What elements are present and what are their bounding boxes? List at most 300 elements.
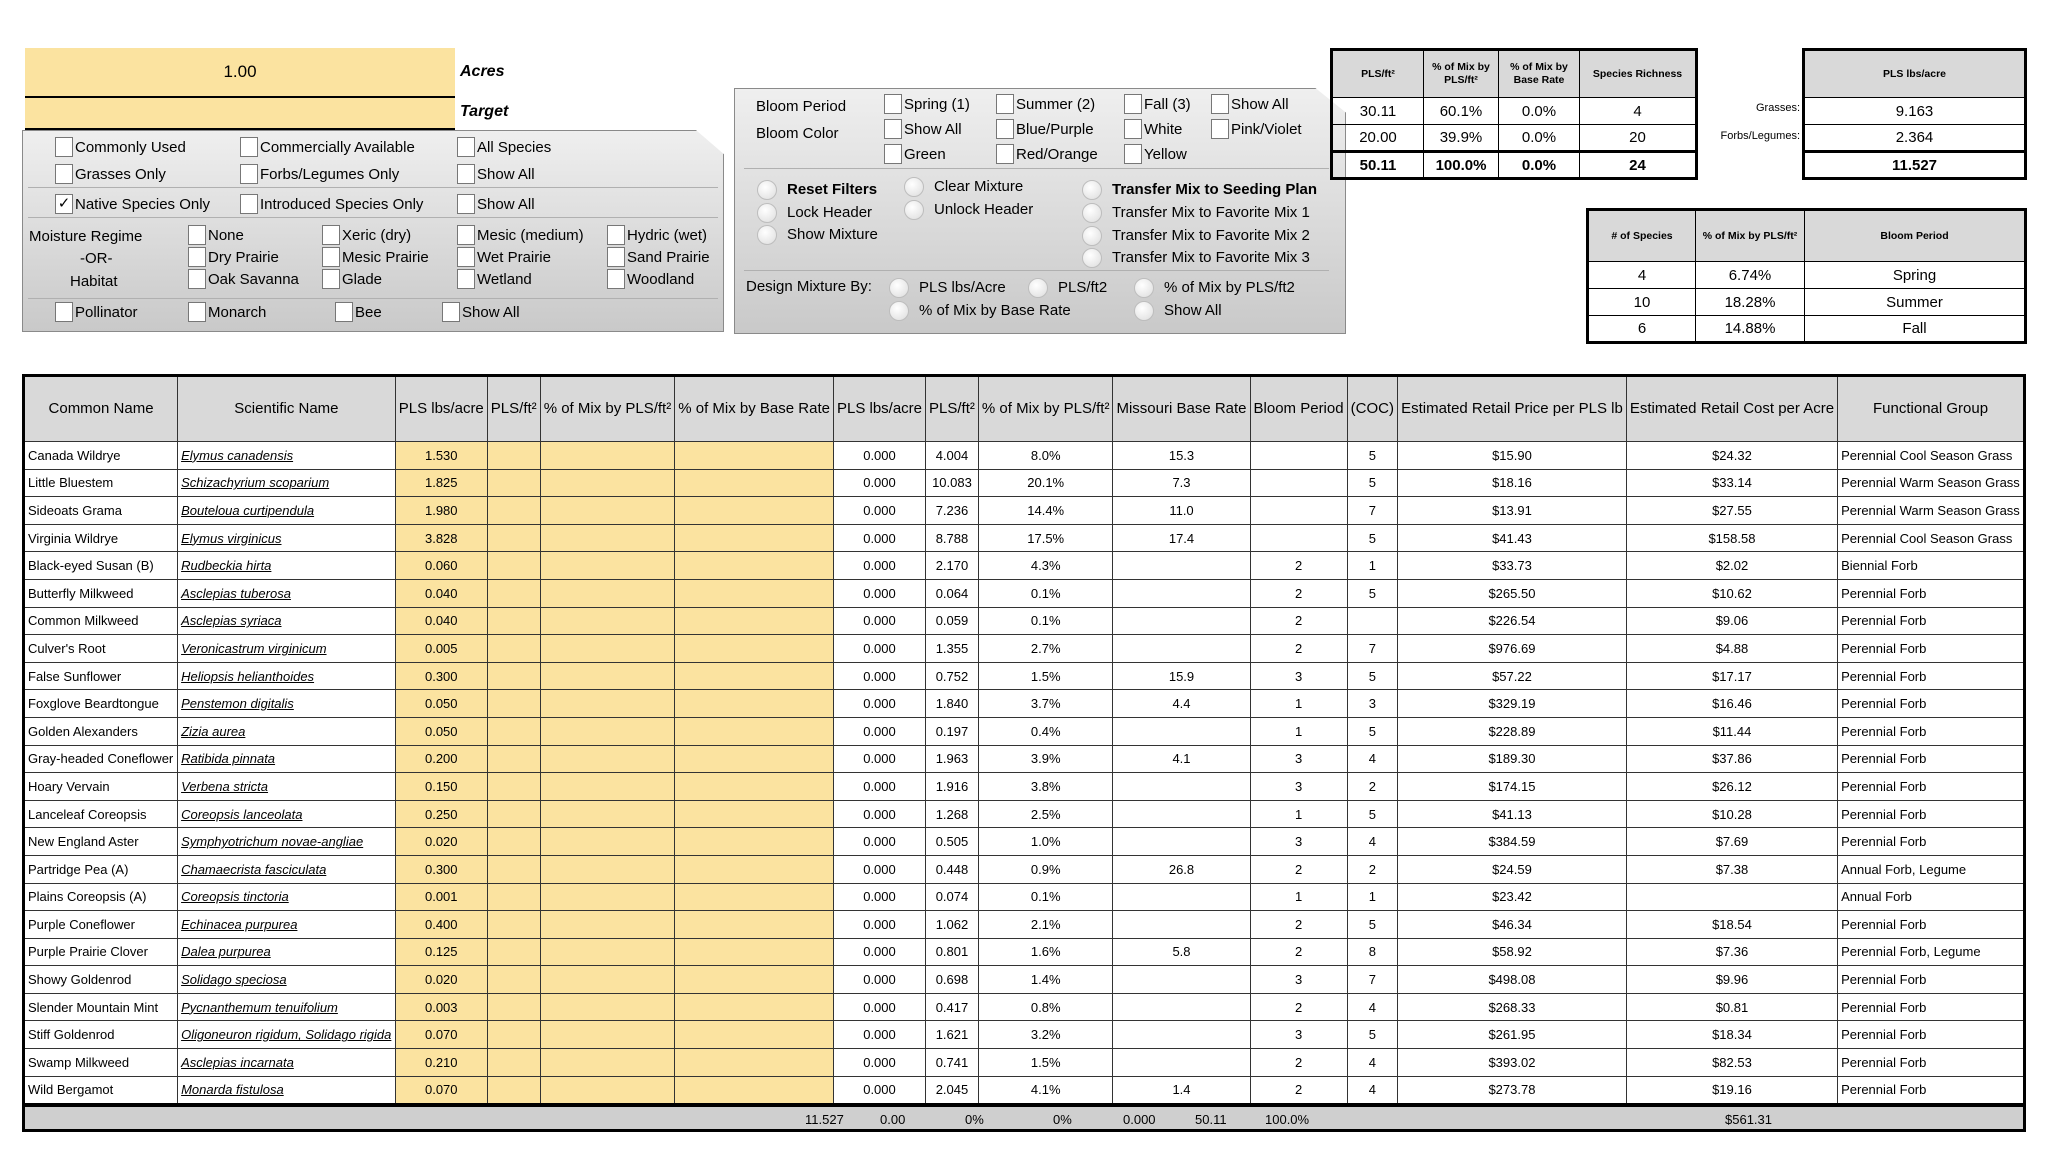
functional-group-cell: Perennial Forb bbox=[1838, 745, 2025, 773]
pls-lbs-input[interactable]: 0.125 bbox=[395, 938, 487, 966]
checkbox[interactable] bbox=[188, 247, 206, 267]
pls-lbs-cell: 0.000 bbox=[833, 855, 925, 883]
radio-button[interactable] bbox=[757, 180, 777, 200]
bloom-summary-table bbox=[1586, 208, 2027, 344]
checkbox-label[interactable]: None bbox=[208, 227, 244, 244]
checkbox-label[interactable]: White bbox=[1144, 121, 1183, 138]
coc-cell: 5 bbox=[1347, 469, 1397, 497]
retail-price-cell: $228.89 bbox=[1398, 717, 1627, 745]
bloom-period-cell: 2 bbox=[1250, 607, 1347, 635]
table-row bbox=[24, 993, 2025, 1021]
pct-mix-input[interactable] bbox=[540, 635, 675, 663]
checkbox-label[interactable]: Pink/Violet bbox=[1231, 121, 1302, 138]
checkbox[interactable] bbox=[240, 194, 258, 214]
retail-price-cell: $57.22 bbox=[1398, 662, 1627, 690]
common-name-cell: Purple Coneflower bbox=[24, 911, 178, 939]
pct-base-input[interactable] bbox=[675, 1049, 834, 1077]
radio-label[interactable]: Transfer Mix to Favorite Mix 2 bbox=[1112, 227, 1310, 244]
scientific-name-link[interactable]: Asclepias syriaca bbox=[178, 607, 396, 635]
pls-ft2-cell: 0.505 bbox=[926, 828, 979, 856]
checkbox[interactable] bbox=[55, 137, 73, 157]
radio-label[interactable]: Show All bbox=[1164, 302, 1222, 319]
table-row bbox=[24, 1049, 2025, 1077]
bloom-period-cell: 2 bbox=[1250, 855, 1347, 883]
pls-ft2-input[interactable] bbox=[487, 883, 540, 911]
pct-base-input[interactable] bbox=[675, 1021, 834, 1049]
checkbox[interactable] bbox=[322, 247, 340, 267]
radio-button[interactable] bbox=[1134, 278, 1154, 298]
checkbox[interactable] bbox=[1124, 94, 1142, 114]
common-name-cell: Plains Coreopsis (A) bbox=[24, 883, 178, 911]
pls-lbs-input[interactable]: 1.980 bbox=[395, 497, 487, 525]
pct-base-input[interactable] bbox=[675, 552, 834, 580]
pct-mix-input[interactable] bbox=[540, 717, 675, 745]
checkbox-label[interactable]: Dry Prairie bbox=[208, 249, 279, 266]
checkbox-label[interactable]: Monarch bbox=[208, 304, 267, 321]
scientific-name-link[interactable]: Coreopsis lanceolata bbox=[178, 800, 396, 828]
checkbox-label[interactable]: Pollinator bbox=[75, 304, 138, 321]
pct-base-input[interactable] bbox=[675, 938, 834, 966]
checkbox-label[interactable]: Green bbox=[904, 146, 946, 163]
functional-group-cell: Perennial Forb bbox=[1838, 911, 2025, 939]
retail-cost-cell: $16.46 bbox=[1626, 690, 1837, 718]
pct-mix-input[interactable] bbox=[540, 552, 675, 580]
retail-cost-cell bbox=[1626, 883, 1837, 911]
common-name-cell: False Sunflower bbox=[24, 662, 178, 690]
checkbox-label[interactable]: Woodland bbox=[627, 271, 695, 288]
pls-lbs-input[interactable]: 0.040 bbox=[395, 607, 487, 635]
pct-base-input[interactable] bbox=[675, 607, 834, 635]
checkbox-label[interactable]: Show All bbox=[1231, 96, 1289, 113]
pls-lbs-input[interactable]: 1.530 bbox=[395, 442, 487, 470]
checkbox[interactable] bbox=[607, 225, 625, 245]
checkbox[interactable] bbox=[240, 137, 258, 157]
checkbox[interactable] bbox=[884, 144, 902, 164]
pls-lbs-input[interactable]: 0.250 bbox=[395, 800, 487, 828]
radio-button[interactable] bbox=[1082, 180, 1102, 200]
mix-summary-table bbox=[1330, 48, 1698, 180]
pct-base-input[interactable] bbox=[675, 579, 834, 607]
checkbox[interactable] bbox=[884, 119, 902, 139]
radio-label[interactable]: Lock Header bbox=[787, 204, 873, 221]
base-rate-cell bbox=[1113, 607, 1250, 635]
pct-mix-input[interactable] bbox=[540, 745, 675, 773]
pct-base-input[interactable] bbox=[675, 442, 834, 470]
pls-ft2-input[interactable] bbox=[487, 855, 540, 883]
radio-button[interactable] bbox=[1082, 203, 1102, 223]
pls-lbs-input[interactable]: 0.020 bbox=[395, 828, 487, 856]
checkbox-label[interactable]: Mesic (medium) bbox=[477, 227, 584, 244]
checkbox[interactable] bbox=[457, 247, 475, 267]
column-header: (COC) bbox=[1347, 376, 1397, 442]
checkbox-label[interactable]: Commercially Available bbox=[260, 139, 415, 156]
checkbox-label[interactable]: Grasses Only bbox=[75, 166, 166, 183]
table-row bbox=[24, 662, 2025, 690]
checkbox[interactable]: ✓ bbox=[55, 194, 73, 214]
radio-label[interactable]: Transfer Mix to Favorite Mix 1 bbox=[1112, 204, 1310, 221]
pls-ft2-input[interactable] bbox=[487, 497, 540, 525]
pct-mix-input[interactable] bbox=[540, 524, 675, 552]
pct-base-input[interactable] bbox=[675, 993, 834, 1021]
checkbox[interactable] bbox=[442, 302, 460, 322]
checkbox[interactable] bbox=[188, 269, 206, 289]
common-name-cell: Little Bluestem bbox=[24, 469, 178, 497]
pct-base-input[interactable] bbox=[675, 855, 834, 883]
base-rate-cell bbox=[1113, 1021, 1250, 1049]
checkbox-label[interactable]: Commonly Used bbox=[75, 139, 186, 156]
scientific-name-link[interactable]: Dalea purpurea bbox=[178, 938, 396, 966]
checkbox[interactable] bbox=[884, 94, 902, 114]
target-input[interactable] bbox=[25, 98, 455, 130]
pls-lbs-cell: 0.000 bbox=[833, 690, 925, 718]
checkbox-label[interactable]: Summer (2) bbox=[1016, 96, 1096, 113]
pct-base-input[interactable] bbox=[675, 883, 834, 911]
pls-lbs-cell: 0.000 bbox=[833, 717, 925, 745]
radio-label[interactable]: Transfer Mix to Seeding Plan bbox=[1112, 181, 1318, 198]
retail-cost-cell: $4.88 bbox=[1626, 635, 1837, 663]
pls-lbs-input[interactable]: 0.040 bbox=[395, 579, 487, 607]
column-header: PLS/ft² bbox=[487, 376, 540, 442]
pls-lbs-input[interactable]: 0.001 bbox=[395, 883, 487, 911]
pct-mix-cell: 1.5% bbox=[978, 662, 1113, 690]
grasses-value: 9.163 bbox=[1804, 98, 2026, 125]
checkbox[interactable] bbox=[335, 302, 353, 322]
radio-button[interactable] bbox=[904, 200, 924, 220]
table-row bbox=[24, 497, 2025, 525]
pls-lbs-input[interactable]: 0.050 bbox=[395, 690, 487, 718]
functional-group-cell: Perennial Cool Season Grass bbox=[1838, 442, 2025, 470]
radio-label[interactable]: Reset Filters bbox=[787, 181, 878, 198]
scientific-name-link[interactable]: Solidago speciosa bbox=[178, 966, 396, 994]
radio-label[interactable]: PLS lbs/Acre bbox=[919, 279, 1006, 296]
functional-group-cell: Perennial Warm Season Grass bbox=[1838, 469, 2025, 497]
pls-lbs-input[interactable]: 0.210 bbox=[395, 1049, 487, 1077]
pct-mix-input[interactable] bbox=[540, 773, 675, 801]
pls-ft2-input[interactable] bbox=[487, 966, 540, 994]
pct-mix-input[interactable] bbox=[540, 1021, 675, 1049]
pls-ft2-cell: 1.062 bbox=[926, 911, 979, 939]
scientific-name-link[interactable]: Chamaecrista fasciculata bbox=[178, 855, 396, 883]
pls-ft2-input[interactable] bbox=[487, 442, 540, 470]
checkbox-label[interactable]: Native Species Only bbox=[75, 196, 211, 213]
pls-lbs-cell: 0.000 bbox=[833, 579, 925, 607]
common-name-cell: Black-eyed Susan (B) bbox=[24, 552, 178, 580]
pls-ft2-input[interactable] bbox=[487, 552, 540, 580]
pct-base-input[interactable] bbox=[675, 497, 834, 525]
pct-mix-input[interactable] bbox=[540, 469, 675, 497]
checkbox-label[interactable]: Introduced Species Only bbox=[260, 196, 424, 213]
checkbox[interactable] bbox=[996, 119, 1014, 139]
scientific-name-link[interactable]: Elymus canadensis bbox=[178, 442, 396, 470]
header-pct-mix: % of Mix by PLS/ft² bbox=[1424, 50, 1499, 98]
checkbox[interactable] bbox=[996, 94, 1014, 114]
checkbox-label[interactable]: Wetland bbox=[477, 271, 532, 288]
pls-lbs-input[interactable]: 0.070 bbox=[395, 1076, 487, 1105]
checkbox[interactable] bbox=[996, 144, 1014, 164]
total-pls-ft2-2: 50.11 bbox=[1195, 1112, 1227, 1127]
pct-mix-input[interactable] bbox=[540, 855, 675, 883]
checkbox-label[interactable]: Bee bbox=[355, 304, 382, 321]
radio-button[interactable] bbox=[757, 225, 777, 245]
checkbox-label[interactable]: Wet Prairie bbox=[477, 249, 551, 266]
pct-base-input[interactable] bbox=[675, 717, 834, 745]
radio-button[interactable] bbox=[1082, 226, 1102, 246]
retail-cost-cell: $18.34 bbox=[1626, 1021, 1837, 1049]
checkbox[interactable] bbox=[457, 225, 475, 245]
scientific-name-link[interactable]: Heliopsis helianthoides bbox=[178, 662, 396, 690]
pls-lbs-input[interactable]: 0.400 bbox=[395, 911, 487, 939]
pls-ft2-input[interactable] bbox=[487, 524, 540, 552]
pct-base-input[interactable] bbox=[675, 1076, 834, 1105]
checkbox[interactable] bbox=[1211, 119, 1229, 139]
column-header: PLS lbs/acre bbox=[395, 376, 487, 442]
retail-price-cell: $18.16 bbox=[1398, 469, 1627, 497]
checkbox-label[interactable]: Fall (3) bbox=[1144, 96, 1191, 113]
pls-lbs-input[interactable]: 0.020 bbox=[395, 966, 487, 994]
cell: 20.00 bbox=[1332, 125, 1424, 152]
radio-button[interactable] bbox=[1134, 301, 1154, 321]
radio-button[interactable] bbox=[757, 203, 777, 223]
radio-button[interactable] bbox=[1028, 278, 1048, 298]
common-name-cell: Hoary Vervain bbox=[24, 773, 178, 801]
pls-ft2-cell: 7.236 bbox=[926, 497, 979, 525]
header-bloom-period: Bloom Period bbox=[1805, 210, 2026, 262]
pct-base-input[interactable] bbox=[675, 690, 834, 718]
checkbox[interactable] bbox=[188, 302, 206, 322]
scientific-name-link[interactable]: Monarda fistulosa bbox=[178, 1076, 396, 1105]
checkbox-label[interactable]: Hydric (wet) bbox=[627, 227, 708, 244]
cell: 0.0% bbox=[1499, 152, 1580, 179]
pct-base-input[interactable] bbox=[675, 828, 834, 856]
checkbox[interactable] bbox=[1211, 94, 1229, 114]
scientific-name-link[interactable]: Verbena stricta bbox=[178, 773, 396, 801]
radio-label[interactable]: Show Mixture bbox=[787, 226, 878, 243]
functional-group-cell: Annual Forb bbox=[1838, 883, 2025, 911]
functional-group-cell: Annual Forb, Legume bbox=[1838, 855, 2025, 883]
scientific-name-link[interactable]: Veronicastrum virginicum bbox=[178, 635, 396, 663]
scientific-name-link[interactable]: Zizia aurea bbox=[178, 717, 396, 745]
pct-base-input[interactable] bbox=[675, 469, 834, 497]
checkbox-label[interactable]: Glade bbox=[342, 271, 383, 288]
pls-ft2-input[interactable] bbox=[487, 1021, 540, 1049]
pls-ft2-input[interactable] bbox=[487, 773, 540, 801]
pls-lbs-cell: 0.000 bbox=[833, 1076, 925, 1105]
base-rate-cell: 15.3 bbox=[1113, 442, 1250, 470]
bloom-period-cell: 1 bbox=[1250, 690, 1347, 718]
pls-lbs-input[interactable]: 3.828 bbox=[395, 524, 487, 552]
cell: 20 bbox=[1580, 125, 1697, 152]
column-header: Estimated Retail Price per PLS lb bbox=[1398, 376, 1627, 442]
checkbox-label[interactable]: Yellow bbox=[1144, 146, 1187, 163]
pct-mix-cell: 1.5% bbox=[978, 1049, 1113, 1077]
checkbox[interactable] bbox=[457, 137, 475, 157]
pls-ft2-input[interactable] bbox=[487, 745, 540, 773]
checkbox-label[interactable]: All Species bbox=[477, 139, 552, 156]
pls-ft2-input[interactable] bbox=[487, 717, 540, 745]
pct-mix-input[interactable] bbox=[540, 883, 675, 911]
retail-cost-cell: $7.38 bbox=[1626, 855, 1837, 883]
pct-mix-input[interactable] bbox=[540, 442, 675, 470]
checkbox[interactable] bbox=[240, 164, 258, 184]
checkbox-label[interactable]: Oak Savanna bbox=[208, 271, 299, 288]
acres-input[interactable]: 1.00 bbox=[25, 48, 455, 98]
radio-label[interactable]: Clear Mixture bbox=[934, 178, 1024, 195]
radio-label[interactable]: Transfer Mix to Favorite Mix 3 bbox=[1112, 249, 1310, 266]
coc-cell: 5 bbox=[1347, 911, 1397, 939]
column-header: % of Mix by PLS/ft² bbox=[978, 376, 1113, 442]
pct-mix-input[interactable] bbox=[540, 828, 675, 856]
checkbox[interactable] bbox=[55, 302, 73, 322]
pct-mix-input[interactable] bbox=[540, 497, 675, 525]
pct-base-input[interactable] bbox=[675, 745, 834, 773]
pct-mix-input[interactable] bbox=[540, 938, 675, 966]
radio-button[interactable] bbox=[1082, 248, 1102, 268]
checkbox-label[interactable]: Show All bbox=[462, 304, 520, 321]
checkbox-label[interactable]: Show All bbox=[477, 196, 535, 213]
moisture-regime-label: Moisture Regime bbox=[29, 228, 143, 245]
pct-mix-input[interactable] bbox=[540, 579, 675, 607]
radio-label[interactable]: PLS/ft2 bbox=[1058, 279, 1108, 296]
pls-ft2-input[interactable] bbox=[487, 579, 540, 607]
pls-ft2-input[interactable] bbox=[487, 635, 540, 663]
coc-cell: 2 bbox=[1347, 855, 1397, 883]
pct-mix-input[interactable] bbox=[540, 966, 675, 994]
pct-mix-input[interactable] bbox=[540, 800, 675, 828]
checkbox-label[interactable]: Show All bbox=[477, 166, 535, 183]
checkbox-label[interactable]: Sand Prairie bbox=[627, 249, 710, 266]
retail-cost-cell: $7.36 bbox=[1626, 938, 1837, 966]
scientific-name-link[interactable]: Elymus virginicus bbox=[178, 524, 396, 552]
checkbox-label[interactable]: Red/Orange bbox=[1016, 146, 1098, 163]
radio-button[interactable] bbox=[889, 278, 909, 298]
header-pls-ft2: PLS/ft² bbox=[1332, 50, 1424, 98]
scientific-name-link[interactable]: Pycnanthemum tenuifolium bbox=[178, 993, 396, 1021]
checkbox-label[interactable]: Spring (1) bbox=[904, 96, 970, 113]
pct-base-input[interactable] bbox=[675, 911, 834, 939]
scientific-name-link[interactable]: Schizachyrium scoparium bbox=[178, 469, 396, 497]
pls-lbs-input[interactable]: 0.150 bbox=[395, 773, 487, 801]
pls-ft2-input[interactable] bbox=[487, 800, 540, 828]
pls-lbs-cell: 0.000 bbox=[833, 800, 925, 828]
functional-group-cell: Perennial Forb bbox=[1838, 690, 2025, 718]
radio-label[interactable]: % of Mix by PLS/ft2 bbox=[1164, 279, 1295, 296]
retail-cost-cell: $0.81 bbox=[1626, 993, 1837, 1021]
scientific-name-link[interactable]: Echinacea purpurea bbox=[178, 911, 396, 939]
base-rate-cell: 5.8 bbox=[1113, 938, 1250, 966]
pct-base-input[interactable] bbox=[675, 662, 834, 690]
checkbox[interactable] bbox=[188, 225, 206, 245]
pls-lbs-input[interactable]: 0.060 bbox=[395, 552, 487, 580]
pct-base-input[interactable] bbox=[675, 635, 834, 663]
checkbox[interactable] bbox=[322, 269, 340, 289]
pls-ft2-input[interactable] bbox=[487, 828, 540, 856]
scientific-name-link[interactable]: Asclepias tuberosa bbox=[178, 579, 396, 607]
pls-ft2-input[interactable] bbox=[487, 607, 540, 635]
radio-label[interactable]: % of Mix by Base Rate bbox=[919, 302, 1071, 319]
pls-lbs-input[interactable]: 0.070 bbox=[395, 1021, 487, 1049]
scientific-name-link[interactable]: Asclepias incarnata bbox=[178, 1049, 396, 1077]
pls-lbs-input[interactable]: 0.300 bbox=[395, 662, 487, 690]
checkbox[interactable] bbox=[1124, 144, 1142, 164]
pct-mix-input[interactable] bbox=[540, 662, 675, 690]
pct-base-input[interactable] bbox=[675, 773, 834, 801]
pct-mix-input[interactable] bbox=[540, 690, 675, 718]
pct-mix-input[interactable] bbox=[540, 1076, 675, 1105]
checkbox[interactable] bbox=[457, 194, 475, 214]
pls-lbs-input[interactable]: 0.050 bbox=[395, 717, 487, 745]
scientific-name-link[interactable]: Symphyotrichum novae-angliae bbox=[178, 828, 396, 856]
pls-ft2-input[interactable] bbox=[487, 1076, 540, 1105]
pls-lbs-input[interactable]: 0.300 bbox=[395, 855, 487, 883]
checkbox[interactable] bbox=[607, 269, 625, 289]
pls-ft2-cell: 0.059 bbox=[926, 607, 979, 635]
pct-mix-input[interactable] bbox=[540, 911, 675, 939]
pls-ft2-input[interactable] bbox=[487, 993, 540, 1021]
pls-ft2-input[interactable] bbox=[487, 938, 540, 966]
pls-ft2-input[interactable] bbox=[487, 911, 540, 939]
column-header: Functional Group bbox=[1838, 376, 2025, 442]
pls-ft2-input[interactable] bbox=[487, 690, 540, 718]
pct-mix-cell: 0.1% bbox=[978, 607, 1113, 635]
pls-lbs-input[interactable]: 0.200 bbox=[395, 745, 487, 773]
checkbox-label[interactable]: Xeric (dry) bbox=[342, 227, 412, 244]
scientific-name-link[interactable]: Penstemon digitalis bbox=[178, 690, 396, 718]
pls-lbs-input[interactable]: 1.825 bbox=[395, 469, 487, 497]
checkbox-label[interactable]: Show All bbox=[904, 121, 962, 138]
radio-button[interactable] bbox=[889, 301, 909, 321]
base-rate-cell: 15.9 bbox=[1113, 662, 1250, 690]
retail-price-cell: $329.19 bbox=[1398, 690, 1627, 718]
pct-base-input[interactable] bbox=[675, 524, 834, 552]
checkbox[interactable] bbox=[457, 269, 475, 289]
pls-ft2-input[interactable] bbox=[487, 1049, 540, 1077]
coc-cell: 5 bbox=[1347, 442, 1397, 470]
base-rate-cell bbox=[1113, 552, 1250, 580]
scientific-name-link[interactable]: Rudbeckia hirta bbox=[178, 552, 396, 580]
scientific-name-link[interactable]: Coreopsis tinctoria bbox=[178, 883, 396, 911]
pct-base-input[interactable] bbox=[675, 800, 834, 828]
checkbox[interactable] bbox=[322, 225, 340, 245]
common-name-cell: Culver's Root bbox=[24, 635, 178, 663]
coc-cell: 4 bbox=[1347, 993, 1397, 1021]
checkbox[interactable] bbox=[1124, 119, 1142, 139]
bloom-period-cell: 2 bbox=[1250, 938, 1347, 966]
pct-mix-input[interactable] bbox=[540, 993, 675, 1021]
scientific-name-link[interactable]: Ratibida pinnata bbox=[178, 745, 396, 773]
checkbox-label[interactable]: Forbs/Legumes Only bbox=[260, 166, 400, 183]
pls-lbs-input[interactable]: 0.003 bbox=[395, 993, 487, 1021]
pct-mix-input[interactable] bbox=[540, 1049, 675, 1077]
pct-mix-input[interactable] bbox=[540, 607, 675, 635]
radio-button[interactable] bbox=[904, 177, 924, 197]
checkbox-label[interactable]: Blue/Purple bbox=[1016, 121, 1094, 138]
pls-ft2-cell: 1.840 bbox=[926, 690, 979, 718]
pls-lbs-input[interactable]: 0.005 bbox=[395, 635, 487, 663]
checkbox[interactable] bbox=[457, 164, 475, 184]
table-row bbox=[24, 911, 2025, 939]
radio-label[interactable]: Unlock Header bbox=[934, 201, 1034, 218]
pct-base-input[interactable] bbox=[675, 966, 834, 994]
cell: 18.28% bbox=[1696, 289, 1805, 316]
checkbox[interactable] bbox=[607, 247, 625, 267]
divider bbox=[744, 270, 1329, 271]
pls-ft2-input[interactable] bbox=[487, 469, 540, 497]
checkbox-label[interactable]: Mesic Prairie bbox=[342, 249, 429, 266]
scientific-name-link[interactable]: Oligoneuron rigidum, Solidago rigida bbox=[178, 1021, 396, 1049]
scientific-name-link[interactable]: Bouteloua curtipendula bbox=[178, 497, 396, 525]
checkbox[interactable] bbox=[55, 164, 73, 184]
pls-ft2-input[interactable] bbox=[487, 662, 540, 690]
